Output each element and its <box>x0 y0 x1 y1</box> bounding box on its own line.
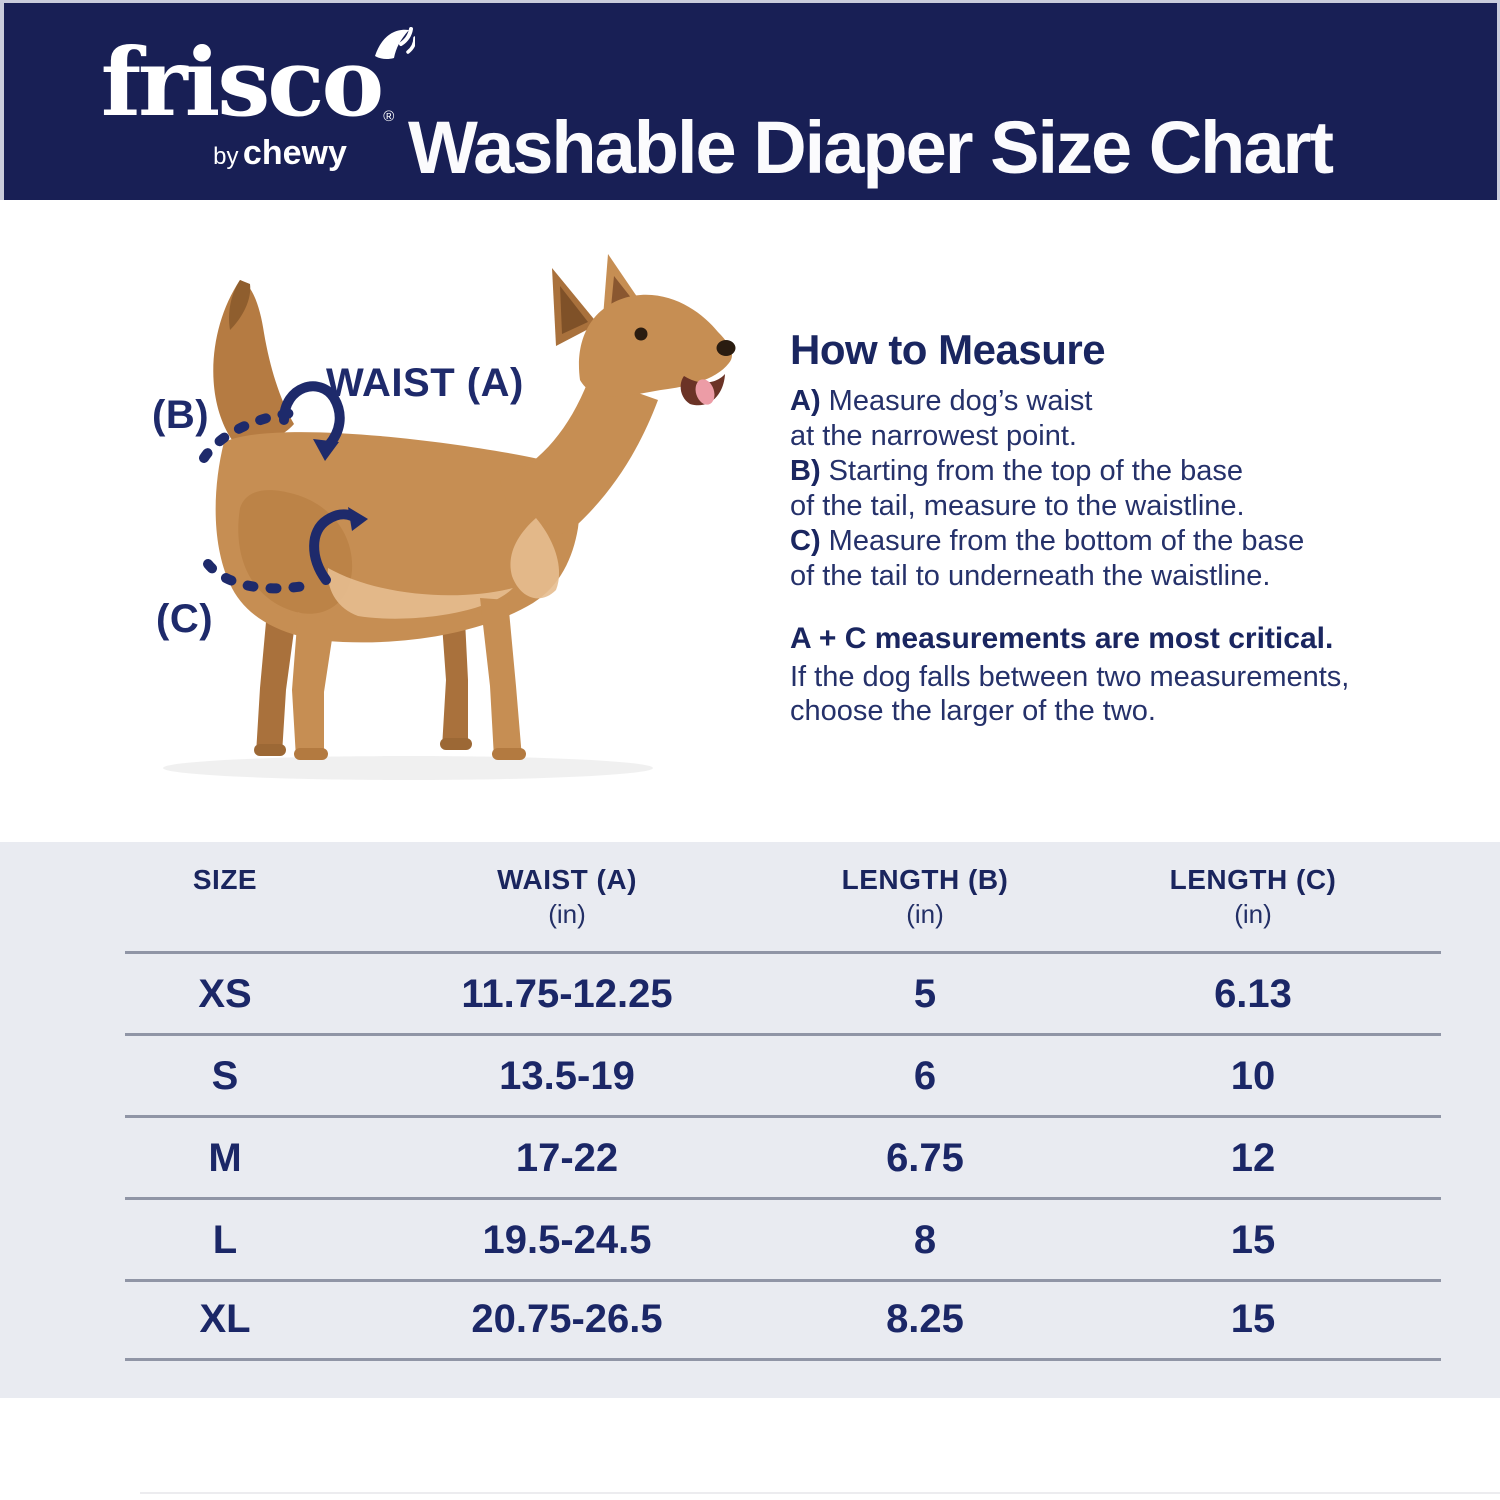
measure-section <box>0 200 1500 842</box>
b-label: (B) <box>152 393 210 437</box>
column-header-waist-a-unit: (in) <box>548 899 586 929</box>
step-b-prefix: B) <box>790 455 821 487</box>
cell-length-b: 6.75 <box>886 1136 964 1180</box>
frisco-logo <box>85 28 405 173</box>
column-header-waist-a-label: WAIST (A) <box>497 864 637 895</box>
table-row-xl <box>0 1294 1500 1344</box>
dog-measurement-diagram <box>128 228 776 796</box>
cell-size: M <box>208 1136 242 1180</box>
divider <box>125 951 1441 954</box>
cell-size: XL <box>199 1297 251 1341</box>
step-c <box>790 524 1304 594</box>
cell-length-c: 15 <box>1230 1218 1276 1262</box>
chewy-logo-text: chewy <box>242 134 347 172</box>
size-table <box>0 842 1500 1398</box>
note-line1: If the dog falls between two measurements, <box>790 661 1350 693</box>
column-header-length-c-label: LENGTH (C) <box>1169 864 1337 895</box>
cell-waist: 13.5-19 <box>499 1054 635 1098</box>
cell-length-b: 6 <box>913 1054 937 1098</box>
column-header-size-label: SIZE <box>192 864 258 895</box>
step-a-line2: at the narrowest point. <box>790 420 1077 452</box>
column-header-length-b-label: LENGTH (B) <box>841 864 1009 895</box>
column-header-length-b-unit: (in) <box>906 899 944 929</box>
note-text <box>790 660 1349 728</box>
byline-by: by <box>213 143 239 170</box>
column-header-size <box>75 864 375 899</box>
divider <box>125 1197 1441 1200</box>
header-left-edge <box>0 0 4 200</box>
cell-size: S <box>211 1054 239 1098</box>
cell-length-c: 10 <box>1230 1054 1276 1098</box>
divider <box>125 1279 1441 1282</box>
page-title: Washable Diaper Size Chart <box>408 106 1332 190</box>
cell-size: XS <box>198 972 252 1016</box>
bottom-edge-line <box>140 1492 1500 1494</box>
note-line2: choose the larger of the two. <box>790 695 1156 727</box>
table-row-l <box>0 1215 1500 1265</box>
step-a-prefix: A) <box>790 385 821 417</box>
step-c-prefix: C) <box>790 525 821 557</box>
table-row-s <box>0 1051 1500 1101</box>
registered-mark: ® <box>383 108 392 125</box>
cell-length-b: 8.25 <box>886 1297 964 1341</box>
cell-size: L <box>212 1218 238 1262</box>
cell-length-c: 12 <box>1230 1136 1276 1180</box>
how-to-measure-title: How to Measure <box>790 326 1106 373</box>
divider <box>125 1033 1441 1036</box>
dog-illustration <box>128 228 776 796</box>
waist-a-label: WAIST (A) <box>326 361 524 405</box>
divider <box>125 1115 1441 1118</box>
cell-length-b: 8 <box>913 1218 937 1262</box>
c-label: (C) <box>156 597 214 641</box>
column-header-length-c-unit: (in) <box>1234 899 1272 929</box>
step-b-line1: Starting from the top of the base <box>828 455 1243 487</box>
step-c-line2: of the tail to underneath the waistline. <box>790 560 1271 592</box>
frisco-wordmark <box>100 28 392 138</box>
critical-note: A + C measurements are most critical. <box>790 622 1334 655</box>
step-a-line1: Measure dog’s waist <box>828 385 1093 417</box>
cell-waist: 20.75-26.5 <box>471 1297 663 1341</box>
divider <box>125 1358 1441 1361</box>
cell-length-c: 15 <box>1230 1297 1276 1341</box>
cell-waist: 19.5-24.5 <box>482 1218 652 1262</box>
step-b-line2: of the tail, measure to the waistline. <box>790 490 1245 522</box>
column-header-waist-a <box>387 864 747 930</box>
cell-waist: 17-22 <box>515 1136 619 1180</box>
step-a <box>790 384 1093 454</box>
table-row-xs <box>0 969 1500 1019</box>
byline <box>85 134 405 173</box>
step-c-line1: Measure from the bottom of the base <box>828 525 1305 557</box>
cell-length-c: 6.13 <box>1214 972 1292 1016</box>
step-b <box>790 454 1245 524</box>
header-top-edge <box>0 0 1500 3</box>
cell-waist: 11.75-12.25 <box>461 972 673 1016</box>
frisco-logo-text: frisco <box>100 28 382 138</box>
table-row-m <box>0 1133 1500 1183</box>
cell-length-b: 5 <box>913 972 937 1016</box>
column-header-length-b <box>745 864 1105 930</box>
column-header-length-c <box>1073 864 1433 930</box>
header <box>0 0 1500 200</box>
